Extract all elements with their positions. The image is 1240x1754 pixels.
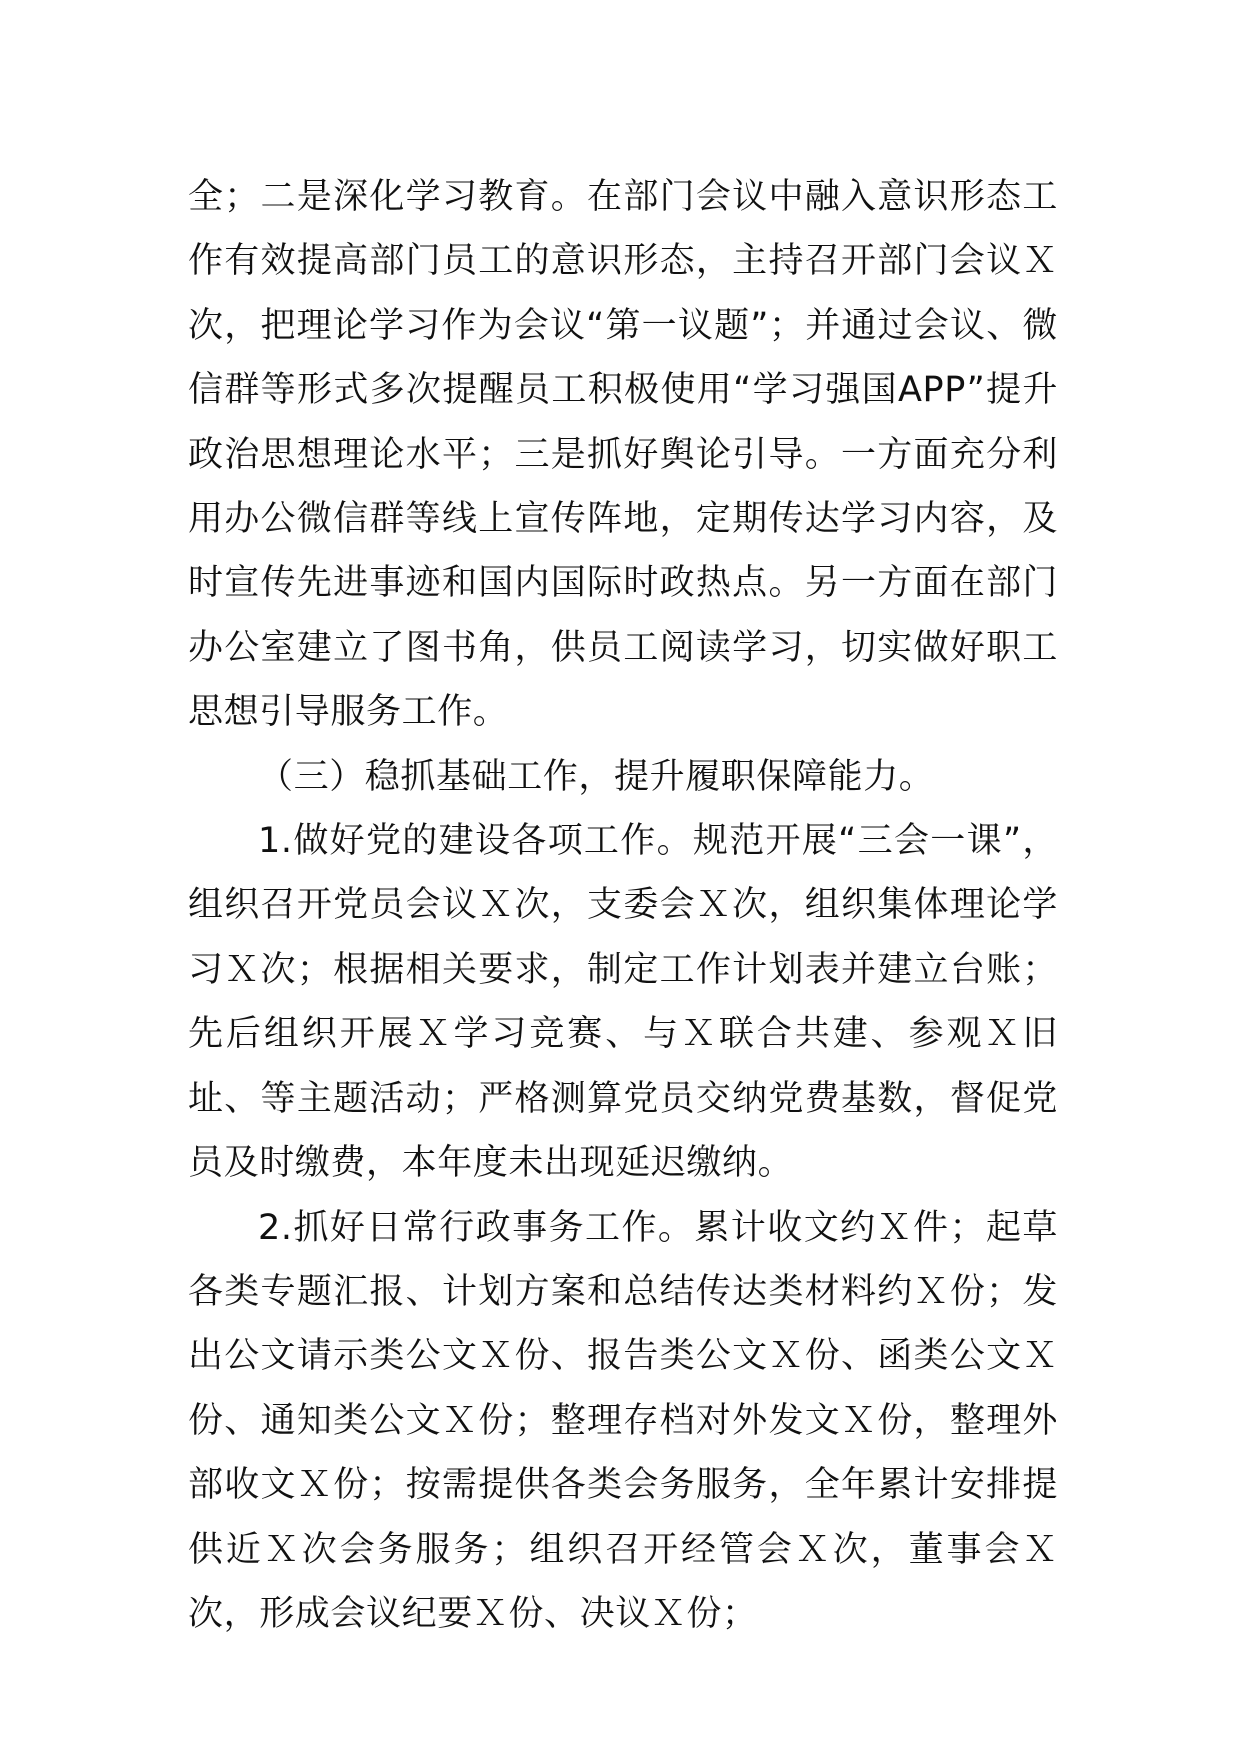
document-body [188,165,1058,1646]
paragraph-party-building: 1.做好党的建设各项工作。规范开展“三会一课”，组织召开党员会议Ｘ次，支委会Ｘ次，组织集体理论学习Ｘ次；根据相关要求，制定工作计划表并建立台账；先后组织开展Ｘ学习竞赛、与Ｘ联合共建、参观Ｘ旧址、等主题活动；严格测算党员交纳党费基数，督促党员及时缴费，本年度未出现延迟缴纳。 [188,821,1058,1184]
paragraph-continuation: 全；二是深化学习教育。在部门会议中融入意识形态工作有效提高部门员工的意识形态，主持召开部门会议Ｘ次，把理论学习作为会议“第一议题”；并通过会议、微信群等形式多次提醒员工积极使用“学习强国APP”提升政治思想理论水平；三是抓好舆论引导。一方面充分利用办公微信群等线上宣传阵地，定期传达学习内容，及时宣传先进事迹和国内国际时政热点。另一方面在部门办公室建立了图书角，供员工阅读学习，切实做好职工思想引导服务工作。 [188,177,1058,733]
paragraph-administrative-affairs: 2.抓好日常行政事务工作。累计收文约Ｘ件；起草各类专题汇报、计划方案和总结传达类材料约Ｘ份；发出公文请示类公文Ｘ份、报告类公文Ｘ份、函类公文Ｘ份、通知类公文Ｘ份；整理存档对外发文Ｘ份，整理外部收文Ｘ份；按需提供各类会务服务，全年累计安排提供近Ｘ次会务服务；组织召开经管会Ｘ次，董事会Ｘ次，形成会议纪要Ｘ份、决议Ｘ份； [188,1207,1058,1634]
section-heading-3: （三）稳抓基础工作，提升履职保障能力。 [258,756,935,797]
